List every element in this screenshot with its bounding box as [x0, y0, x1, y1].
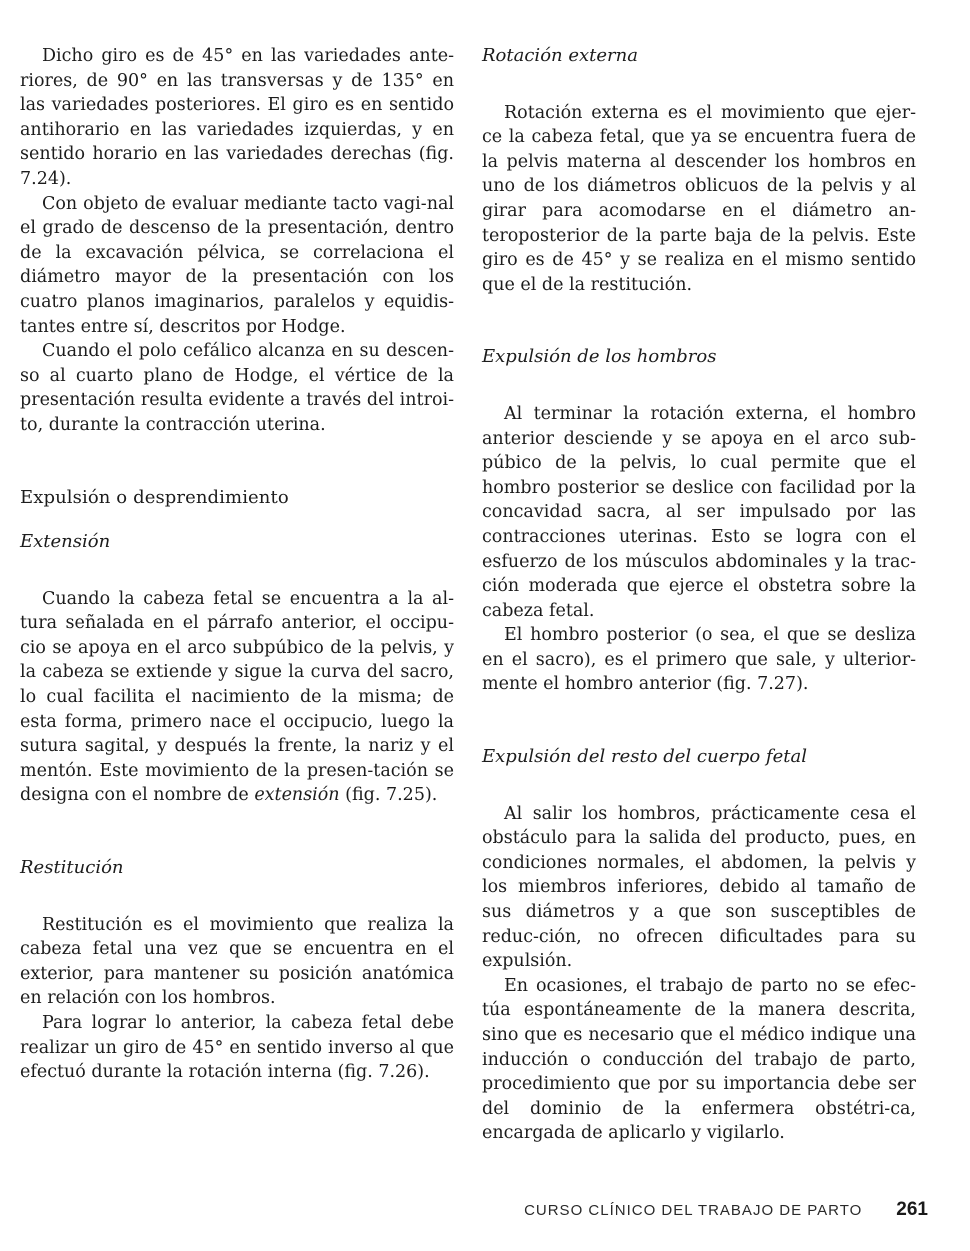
paragraph-restitucion: Restitución es el movimiento que realiza la cabeza fetal una vez que se encuentra en el exterior, para mantener su posición anatómica en relación con los hombros. — [20, 914, 454, 1009]
paragraph-extension-text: Cuando la cabeza fetal se encuentra a la al-tura señalada en el párrafo anterior, el occipu-cio se apoya en el arco subpúbico de la pelvis, y la cabeza se extiende y sigue la curva del sacro, lo cual facilita el nacimiento de la misma; de esta forma, primero nace el occipucio, luego la sutura sagital, y después la frente, la nariz y el mentón. Este movimiento de la presen-tación se designa con el nombre de — [20, 588, 454, 806]
paragraph-hombro-posterior: El hombro posterior (o sea, el que se desliza en el sacro), es el primero que sale, y ulterior-mente el hombro anterior (fig. 7.27). — [482, 625, 916, 695]
heading-restitucion: Restitución — [20, 857, 124, 879]
paragraph-giro-inverso: Para lograr lo anterior, la cabeza fetal debe realizar un giro de 45° en sentido inverso al que efectuó durante la rotación interna (fig. 7.26). — [20, 1013, 454, 1083]
paragraph-resto-cuerpo: Al salir los hombros, prácticamente cesa el obstáculo para la salida del producto, pues, en condiciones normales, el abdomen, la pelvis y los miembros inferiores, debido al tamaño de sus diámetros y a que son susceptibles de reduc-ción, no ofrecen dificultades para su expulsión. — [482, 803, 916, 972]
paragraph-induccion: En ocasiones, el trabajo de parto no se efec-túa espontáneamente de la manera descrita, sino que es necesario que el médico indique una inducción o conducción del trabajo de parto, procedimiento que por su importancia debe ser del dominio de la enfermera obstétri-ca, encargada de aplicarlo y vigilarlo. — [482, 975, 916, 1144]
paragraph-polo-cefalico: Cuando el polo cefálico alcanza en su descen-so al cuarto plano de Hodge, el vértice de la presentación resulta evidente a través del introi-to, durante la contracción uterina. — [20, 341, 454, 435]
left-column — [20, 44, 454, 1085]
right-column — [482, 44, 916, 1146]
page-footer — [0, 1199, 928, 1221]
heading-resto-cuerpo: Expulsión del resto del cuerpo fetal — [482, 746, 807, 768]
paragraph-extension — [20, 587, 454, 808]
term-extension: extensión — [254, 785, 340, 806]
heading-expulsion-hombros: Expulsión de los hombros — [482, 346, 717, 368]
paragraph-rotacion-externa: Rotación externa es el movimiento que ejer-ce la cabeza fetal, que ya se encuentra fuera de la pelvis materna al descender los hombros en uno de los diámetros oblicuos de la pelvis y al girar para acomodarse en el diámetro an-teroposterior de la parte baja de la pelvis. Este giro es de 45° y se realiza en el mismo sentido que el de la restitución. — [482, 102, 916, 295]
paragraph-giro: Dicho giro es de 45° en las variedades ante-riores, de 90° en las transversas y de 135° en las variedades posteriores. El giro es en sentido antihorario en las variedades izquierdas, y en sentido horario en las variedades derechas (fig. 7.24). — [20, 46, 454, 189]
heading-expulsion: Expulsión o desprendimiento — [20, 486, 289, 508]
heading-rotacion-externa: Rotación externa — [482, 45, 638, 66]
page-number: 261 — [896, 1199, 928, 1220]
paragraph-hombros: Al terminar la rotación externa, el hombro anterior desciende y se apoya en el arco sub-púbico de la pelvis, lo cual permite que el hombro posterior se deslice con facilidad por la concavidad sacra, al ser impulsado por las contracciones uterinas. Esto se logra con el esfuerzo de los músculos abdominales y la trac-ción moderada que ejerce el obstetra sobre la cabeza fetal. — [482, 403, 916, 621]
heading-extension: Extensión — [20, 531, 111, 553]
paragraph-hodge: Con objeto de evaluar mediante tacto vagi-nal el grado de descenso de la presentación, dentro de la excavación pélvica, se correlaciona el diámetro mayor de la presentación con los cuatro planos imaginarios, paralelos y equidis-tantes entre sí, descritos por Hodge. — [20, 193, 454, 337]
running-footer-title: CURSO CLÍNICO DEL TRABAJO DE PARTO — [524, 1202, 863, 1219]
paragraph-extension-end: (fig. 7.25). — [339, 785, 438, 806]
